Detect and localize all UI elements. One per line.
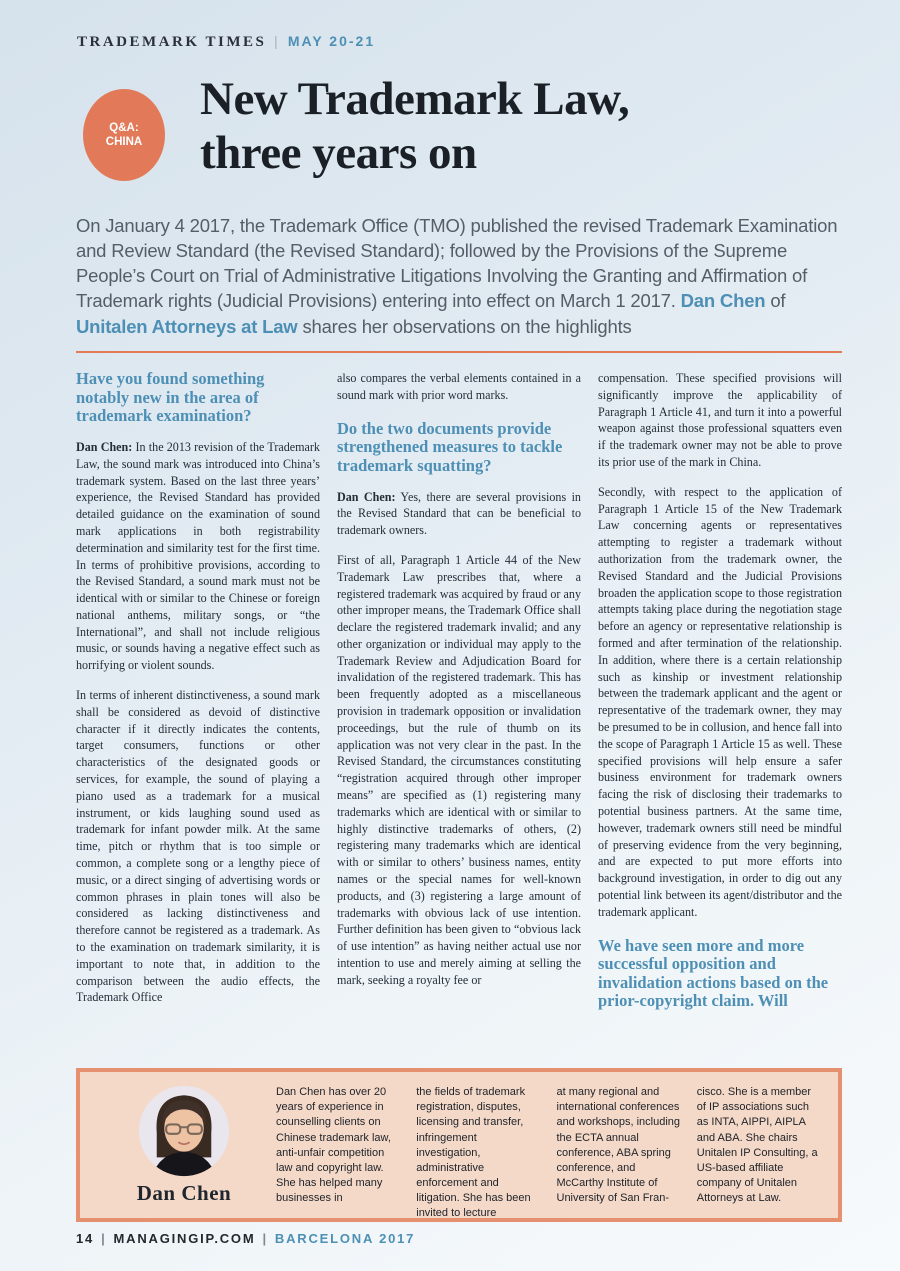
headline-line-2: three years on xyxy=(200,126,477,179)
standfirst-text: On January 4 2017, the Trademark Office (TMO) published the revised Trademark Examination and Review Standard (the Revised Standard); followed by the Provisions of the Supreme People’s Court on Trial of Administrative Litigations Involving the Granting and Affirmation of Trademark rights (Judicial Provisions) entering into effect on March 1 2017. xyxy=(76,215,838,312)
footer-event: BARCELONA 2017 xyxy=(274,1231,416,1246)
publication-title: TRADEMARK TIMES xyxy=(77,34,267,50)
bio-column-2: the fields of trademark registration, disputes, licensing and transfer, infringement investigation, administrative enforcement and litigation. She has been invited to lecture xyxy=(416,1086,531,1220)
avatar xyxy=(137,1084,231,1178)
masthead xyxy=(77,33,375,51)
column-3 xyxy=(598,370,842,1064)
body-paragraph: compensation. These specified provisions will significantly improve the applicability of Paragraph 1 Article 41, and turn it into a powerful weapon against those professional squatters even if the trademark owner may not be able to prove its prior use of the mark in China. xyxy=(598,371,842,469)
bio-column-4: cisco. She is a member of IP associations such as INTA, AIPPI, AIPLA and ABA. She chairs Unitalen IP Consulting, a US-based affiliate company of Unitalen Attorneys at Law. xyxy=(696,1086,818,1205)
article-standfirst: On January 4 2017, the Trademark Office (TMO) published the revised Trademark Examination and Review Standard (the Revised Standard); followed by the Provisions of the Supreme People’s Court on Trial of Administrative Litigations Involving the Granting and Affirmation of Trademark rights (Judicial Provisions) entering into effect on March 1 2017. Dan Chen of Unitalen Attorneys at Law shares her observations on the highlights xyxy=(76,215,838,337)
column-1 xyxy=(76,370,320,1064)
question-heading-3: We have seen more and more successful opposition and invalidation actions based on the prior-copyright claim. Will xyxy=(598,935,829,1011)
article-headline xyxy=(200,73,629,180)
bio-column-1: Dan Chen has over 20 years of experience in counselling clients on Chinese trademark law, anti-unfair competition law and copyright law. She has helped many businesses in xyxy=(276,1086,391,1205)
bio-column-3: at many regional and international conferences and workshops, including the ECTA annual conference, ABA spring conference, and McCarthy Institute of University of San Fran- xyxy=(556,1086,681,1205)
bio-name: Dan Chen xyxy=(136,1181,232,1205)
masthead-separator: | xyxy=(274,34,280,50)
body-paragraph: First of all, Paragraph 1 Article 44 of the New Trademark Law prescribes that, where a registered trademark was acquired by fraud or any other improper means, the Trademark Office shall declare the registered trademark invalid; and any other organization or individual may apply to the Trademark Review and Adjudication Board for invalidation of the registered trademark. This has been frequently adopted as a miscellaneous provision in trademark opposition or invalidation proceedings, but the rule of thumb on its application was not very clear in the past. In the Revised Standard, the circumstances constituting “registration acquired through other improper means” are specified as (1) registering many trademarks which are identical with or similar to highly distinctive trademarks of others, (2) registering many trademarks which are identical with or similar to others’ business names, entity names or the special names for well-known products, and (3) registering a large amount of trademarks with obvious lack of use intention. Further definition has been given to “obvious lack of use intention” as having neither actual use nor intention to use and merely aiming at selling the mark, seeking a royalty fee or xyxy=(337,552,581,987)
question-heading-1: Have you found something notably new in the area of trademark examination? xyxy=(76,370,265,426)
column-2 xyxy=(337,370,581,1064)
author-bio-box xyxy=(76,1068,842,1222)
author-name: Dan Chen xyxy=(680,290,766,312)
speaker-name: Dan Chen: xyxy=(76,439,133,454)
bio-photo-block xyxy=(80,1072,266,1218)
speaker-name: Dan Chen: xyxy=(337,489,396,504)
body-paragraph: In terms of inherent distinctiveness, a sound mark shall be considered as devoid of distinctive character if it directly indicates the contents, target consumers, functions or other characteristics of the designated goods or services, for example, the sound of playing a piano used as a trademark for a musical instrument, or kids laughing sound used as trademark for infant powder milk. At the same time, pitch or rhythm that is too simple or common, a complete song or a lengthy piece of music, or a direct singing of advertising words or common phrases in plain tones will also be considered as lacking distinctiveness and therefore cannot be registered as a trademark. As to the examination on trademark similarity, it is important to note that, in addition to the comparison between the audio effects, the Trademark Office xyxy=(76,688,320,1005)
qa-china-badge xyxy=(83,89,165,181)
article-body xyxy=(76,370,842,1064)
firm-name: Unitalen Attorneys at Law xyxy=(76,315,298,337)
question-heading-2: Do the two documents provide strengthened measures to tackle trademark squatting? xyxy=(337,418,563,475)
footer-site: MANAGINGIP.COM xyxy=(113,1231,256,1246)
issue-date: MAY 20-21 xyxy=(287,33,376,49)
page-number: 14 xyxy=(76,1231,95,1246)
bio-text xyxy=(266,1072,838,1218)
orange-divider xyxy=(76,351,842,353)
answer-paragraph: Dan Chen: Yes, there are several provisions in the Revised Standard that can be beneficial to trademark owners. xyxy=(337,489,581,538)
headline-line-1: New Trademark Law, xyxy=(200,73,630,125)
answer-paragraph: Dan Chen: In the 2013 revision of the Trademark Law, the sound mark was introduced into China’s trademark system. Based on the last three years’ experience, the Revised Standard has provided detailed guidance on the examination of sound mark applications in both registrability determination and similarity test for the first time. In terms of prohibitive provisions, according to the Revised Standard, a sound mark must not be identical with or similar to the Chinese or foreign national anthems, military songs, or “the International”, and shall not include religious music, or sounds having a negative effect such as horrifying or violent sounds. xyxy=(76,439,320,673)
body-paragraph: Secondly, with respect to the application of Paragraph 1 Article 15 of the New Trademark Law concerning agents or representatives attempting to register a trademark without authorization from the trademark owner, the Revised Standard and the Judicial Provisions broaden the application scope to those registration attempts taking place during the negotiation stage before an agency or representative relationship is formed and after termination of the relationship. In addition, where there is a certain relationship such as kinship or investment relationship between the trademark applicant and the agent or representative of the trademark owner, they may be presumed to be in collusion, and hence fall into the scope of Paragraph 1 Article 15 as well. These specified provisions will help ensure a safer business environment for trademark owners facing the risk of disclosing their trademarks to potential business partners. At the same time, however, trademark owners still need be mindful of preserving evidence from the very beginning, and are expected to put more efforts into background investigation, in order to dig out any potential link between its agent/distributor and the trademark applicant. xyxy=(598,484,842,919)
page-footer: 14 | MANAGINGIP.COM | BARCELONA 2017 xyxy=(76,1231,416,1246)
badge-text: Q&A: CHINA xyxy=(105,121,143,148)
body-paragraph: also compares the verbal elements contained in a sound mark with prior word marks. xyxy=(337,371,581,402)
